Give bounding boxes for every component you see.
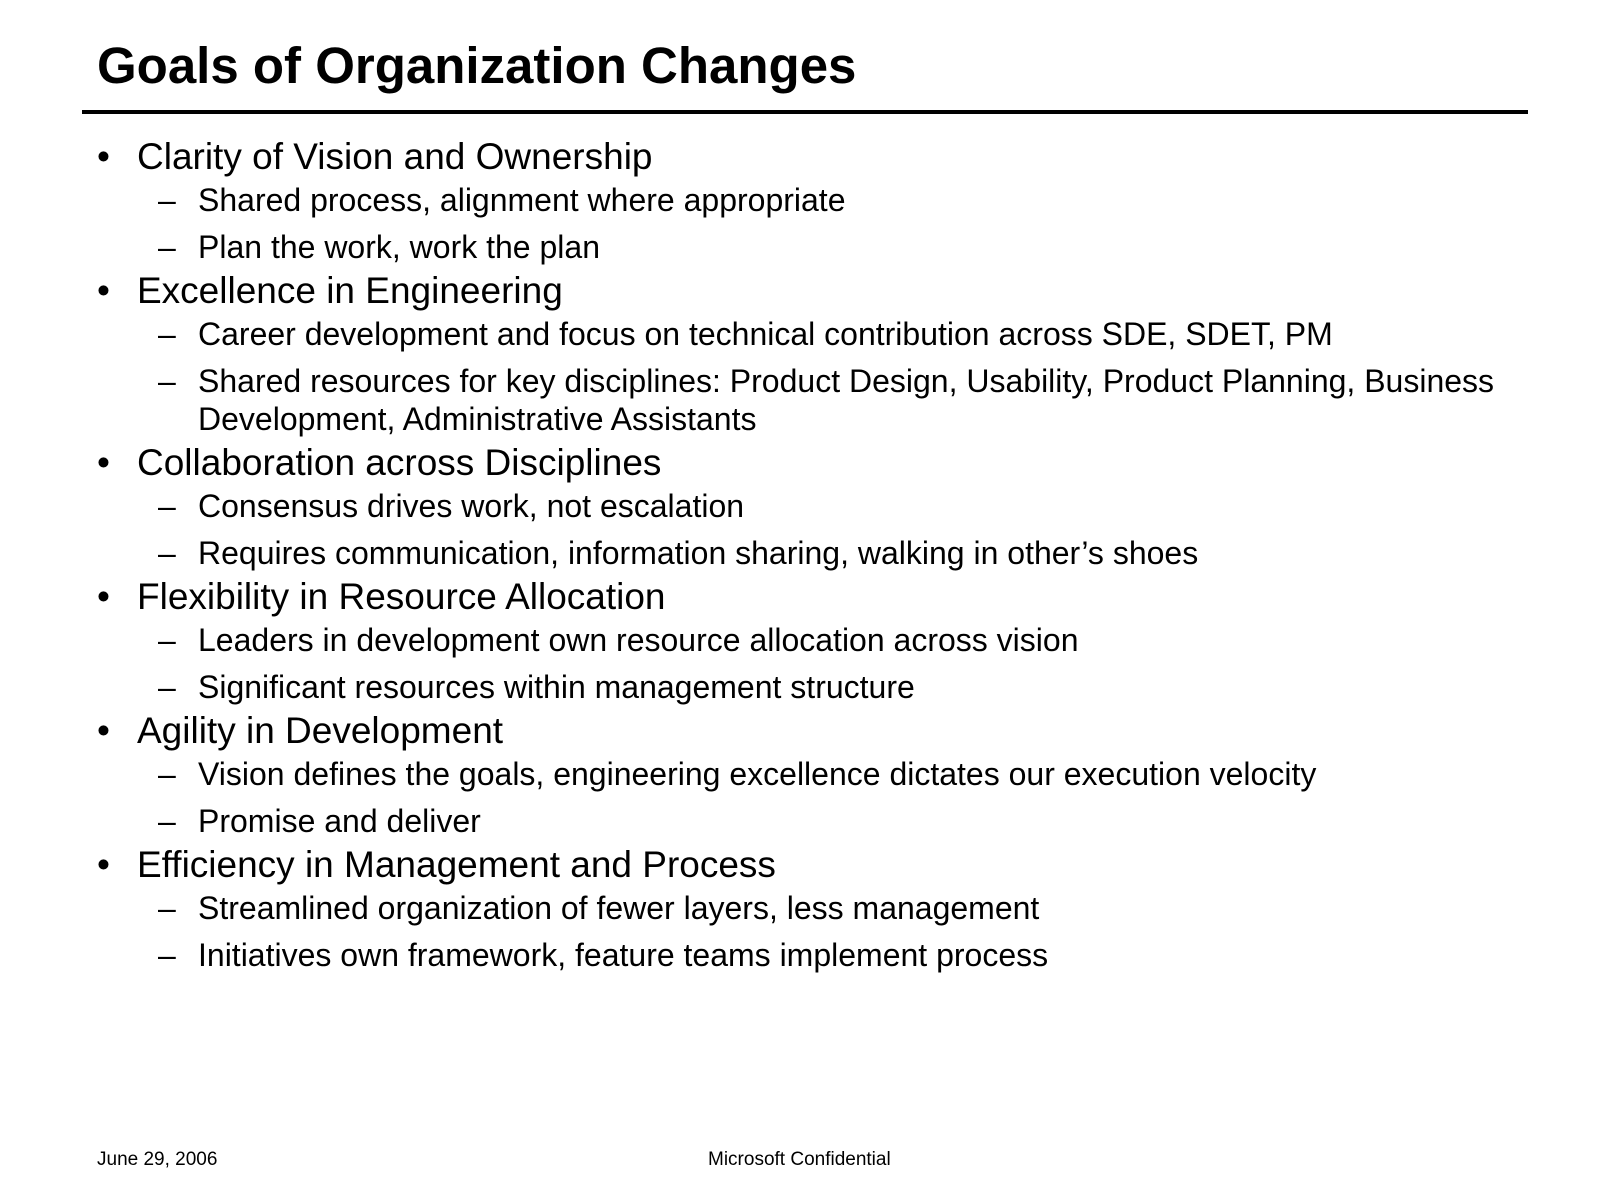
- sub-bullet-text: Requires communication, information sharing, walking in other’s shoes: [198, 535, 1199, 571]
- bullet-item: [97, 843, 1537, 974]
- sub-bullet-list: [97, 621, 1537, 706]
- bullet-row: [97, 575, 1537, 619]
- bullet-text: Agility in Development: [137, 710, 504, 751]
- sub-bullet-item: [97, 228, 1537, 266]
- bullet-row: [97, 441, 1537, 485]
- sub-bullet-text: Shared resources for key disciplines: Product Design, Usability, Product Planning, Business Development, Administrative Assistants: [198, 363, 1495, 437]
- footer-date: June 29, 2006: [97, 1149, 218, 1170]
- sub-bullet-text: Streamlined organization of fewer layers, less management: [198, 890, 1040, 926]
- dash-icon: –: [158, 937, 176, 973]
- sub-bullet-item: [97, 889, 1537, 927]
- bullet-row: [97, 709, 1537, 753]
- sub-bullet-text: Leaders in development own resource allocation across vision: [198, 622, 1079, 658]
- dash-icon: –: [158, 535, 176, 571]
- sub-bullet-text: Career development and focus on technical contribution across SDE, SDET, PM: [198, 316, 1333, 352]
- sub-bullet-text: Vision defines the goals, engineering excellence dictates our execution velocity: [198, 756, 1317, 792]
- bullet-text: Flexibility in Resource Allocation: [137, 576, 666, 617]
- sub-bullet-list: [97, 181, 1537, 266]
- bullet-icon: •: [97, 710, 110, 751]
- sub-bullet-list: [97, 315, 1537, 438]
- dash-icon: –: [158, 229, 176, 265]
- sub-bullet-list: [97, 755, 1537, 840]
- sub-bullet-text: Plan the work, work the plan: [198, 229, 600, 265]
- sub-bullet-item: [97, 755, 1537, 793]
- bullet-icon: •: [97, 844, 110, 885]
- bullet-icon: •: [97, 576, 110, 617]
- sub-bullet-item: [97, 668, 1537, 706]
- sub-bullet-text: Significant resources within management structure: [198, 669, 915, 705]
- sub-bullet-text: Shared process, alignment where appropriate: [198, 182, 846, 218]
- dash-icon: –: [158, 316, 176, 352]
- sub-bullet-item: [97, 315, 1537, 353]
- sub-bullet-item: [97, 181, 1537, 219]
- sub-bullet-text: Promise and deliver: [198, 803, 481, 839]
- bullet-text: Collaboration across Disciplines: [137, 442, 662, 483]
- bullet-item: [97, 441, 1537, 572]
- title-divider: [82, 110, 1528, 114]
- bullet-item: [97, 269, 1537, 438]
- bullet-item: [97, 709, 1537, 840]
- sub-bullet-list: [97, 487, 1537, 572]
- sub-bullet-item: [97, 487, 1537, 525]
- sub-bullet-item: [97, 362, 1537, 438]
- bullet-row: [97, 135, 1537, 179]
- bullet-row: [97, 269, 1537, 313]
- dash-icon: –: [158, 890, 176, 926]
- sub-bullet-item: [97, 936, 1537, 974]
- sub-bullet-item: [97, 621, 1537, 659]
- dash-icon: –: [158, 363, 176, 399]
- bullet-row: [97, 843, 1537, 887]
- bullet-item: [97, 575, 1537, 706]
- dash-icon: –: [158, 488, 176, 524]
- bullet-text: Clarity of Vision and Ownership: [137, 136, 653, 177]
- sub-bullet-text: Consensus drives work, not escalation: [198, 488, 745, 524]
- bullet-text: Excellence in Engineering: [137, 270, 563, 311]
- dash-icon: –: [158, 622, 176, 658]
- dash-icon: –: [158, 803, 176, 839]
- dash-icon: –: [158, 756, 176, 792]
- dash-icon: –: [158, 182, 176, 218]
- slide-title: Goals of Organization Changes: [97, 37, 857, 94]
- sub-bullet-item: [97, 802, 1537, 840]
- bullet-list: [97, 135, 1537, 974]
- bullet-text: Efficiency in Management and Process: [137, 844, 776, 885]
- sub-bullet-item: [97, 534, 1537, 572]
- dash-icon: –: [158, 669, 176, 705]
- bullet-item: [97, 135, 1537, 266]
- footer-confidential-label: Microsoft Confidential: [708, 1149, 891, 1170]
- bullet-icon: •: [97, 442, 110, 483]
- bullet-icon: •: [97, 270, 110, 311]
- sub-bullet-text: Initiatives own framework, feature teams implement process: [198, 937, 1049, 973]
- bullet-icon: •: [97, 136, 110, 177]
- sub-bullet-list: [97, 889, 1537, 974]
